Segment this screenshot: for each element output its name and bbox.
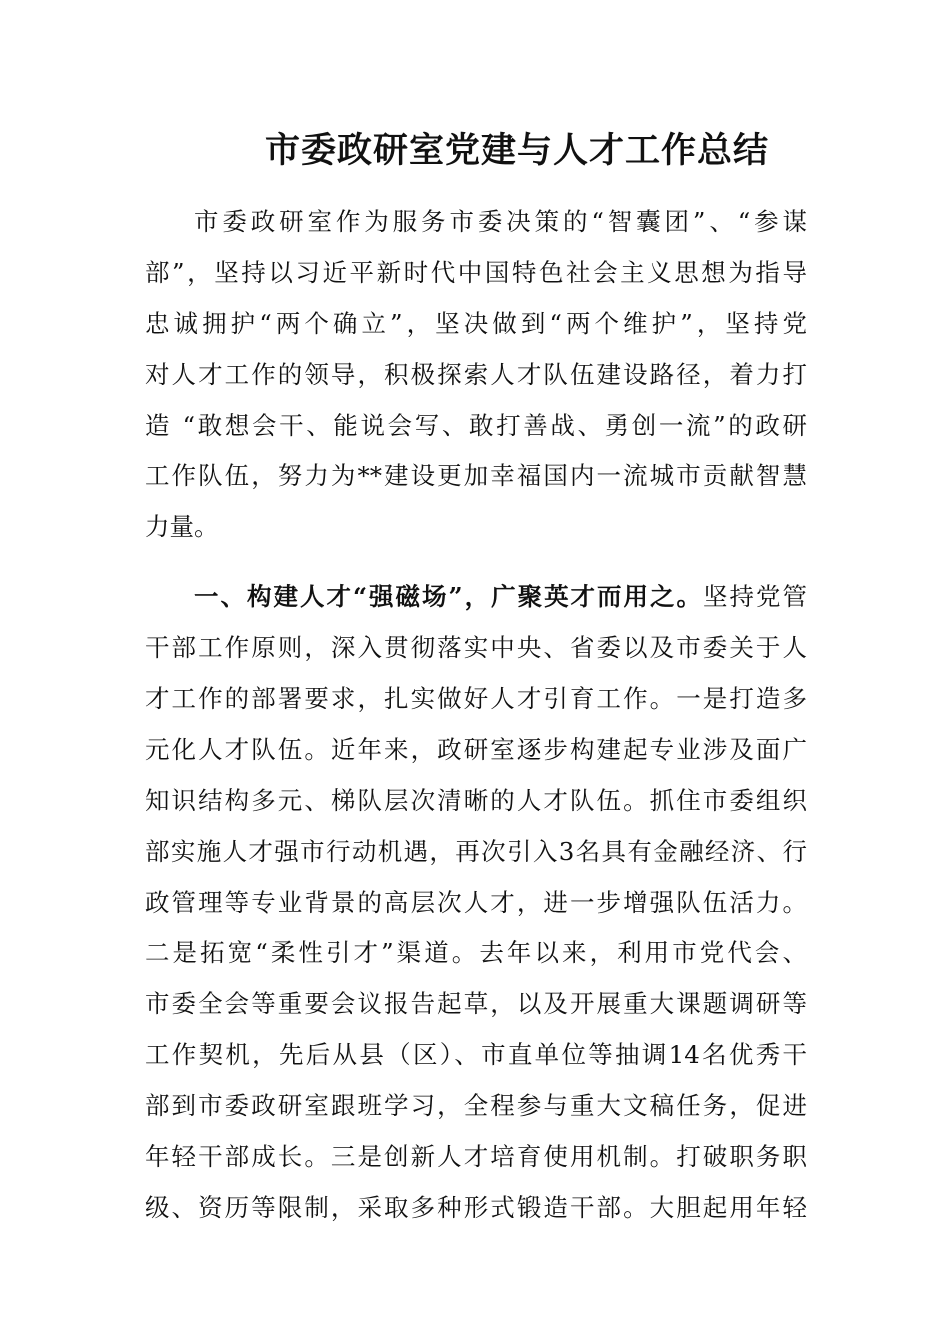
paragraph-line: 部”，坚持以习近平新时代中国特色社会主义思想为指导 <box>145 257 807 287</box>
paragraph-line: 力量。 <box>145 512 219 542</box>
paragraph-line: 部实施人才强市行动机遇，再次引入3名具有金融经济、行 <box>145 836 807 866</box>
paragraph-line: 年轻干部成长。三是创新人才培育使用机制。打破职务职 <box>145 1142 807 1172</box>
paragraph-line: 工作队伍，努力为**建设更加幸福国内一流城市贡献智慧 <box>145 461 807 491</box>
paragraph-line: 市委全会等重要会议报告起草，以及开展重大课题调研等 <box>145 989 807 1019</box>
paragraph-line: 干部工作原则，深入贯彻落实中央、省委以及市委关于人 <box>145 633 807 663</box>
paragraph-line: 政管理等专业背景的高层次人才，进一步增强队伍活力。 <box>145 887 807 917</box>
section-1-heading: 一、构建人才“强磁场”，广聚英才而用之。 <box>194 582 704 612</box>
paragraph-line: 元化人才队伍。近年来，政研室逐步构建起专业涉及面广 <box>145 734 807 764</box>
section-1-first-line <box>145 572 807 623</box>
document-title: 市委政研室党建与人才工作总结 <box>265 130 770 171</box>
intro-paragraph <box>145 197 807 553</box>
section-1-first-line-text: 坚持党管 <box>703 582 808 612</box>
paragraph-line: 二是拓宽“柔性引才”渠道。去年以来，利用市党代会、 <box>145 938 807 968</box>
paragraph-line: 知识结构多元、梯队层次清晰的人才队伍。抓住市委组织 <box>145 785 807 815</box>
paragraph-line: 对人才工作的领导，积极探索人才队伍建设路径，着力打 <box>145 359 807 389</box>
paragraph-gap <box>145 553 807 572</box>
paragraph-line: 市委政研室作为服务市委决策的“智囊团”、“参谋 <box>194 207 807 236</box>
paragraph-line: 造 “敢想会干、能说会写、敢打善战、勇创一流”的政研 <box>145 410 807 440</box>
paragraph-line: 才工作的部署要求，扎实做好人才引育工作。一是打造多 <box>145 684 807 714</box>
paragraph-line: 部到市委政研室跟班学习，全程参与重大文稿任务，促进 <box>145 1091 807 1121</box>
document-body <box>145 197 807 1234</box>
section-1-paragraph <box>145 572 807 1234</box>
paragraph-line: 级、资历等限制，采取多种形式锻造干部。大胆起用年轻 <box>145 1192 807 1222</box>
paragraph-line: 工作契机，先后从县（区）、市直单位等抽调14名优秀干 <box>145 1040 807 1070</box>
paragraph-line: 忠诚拥护“两个确立”，坚决做到“两个维护”，坚持党 <box>145 308 807 338</box>
